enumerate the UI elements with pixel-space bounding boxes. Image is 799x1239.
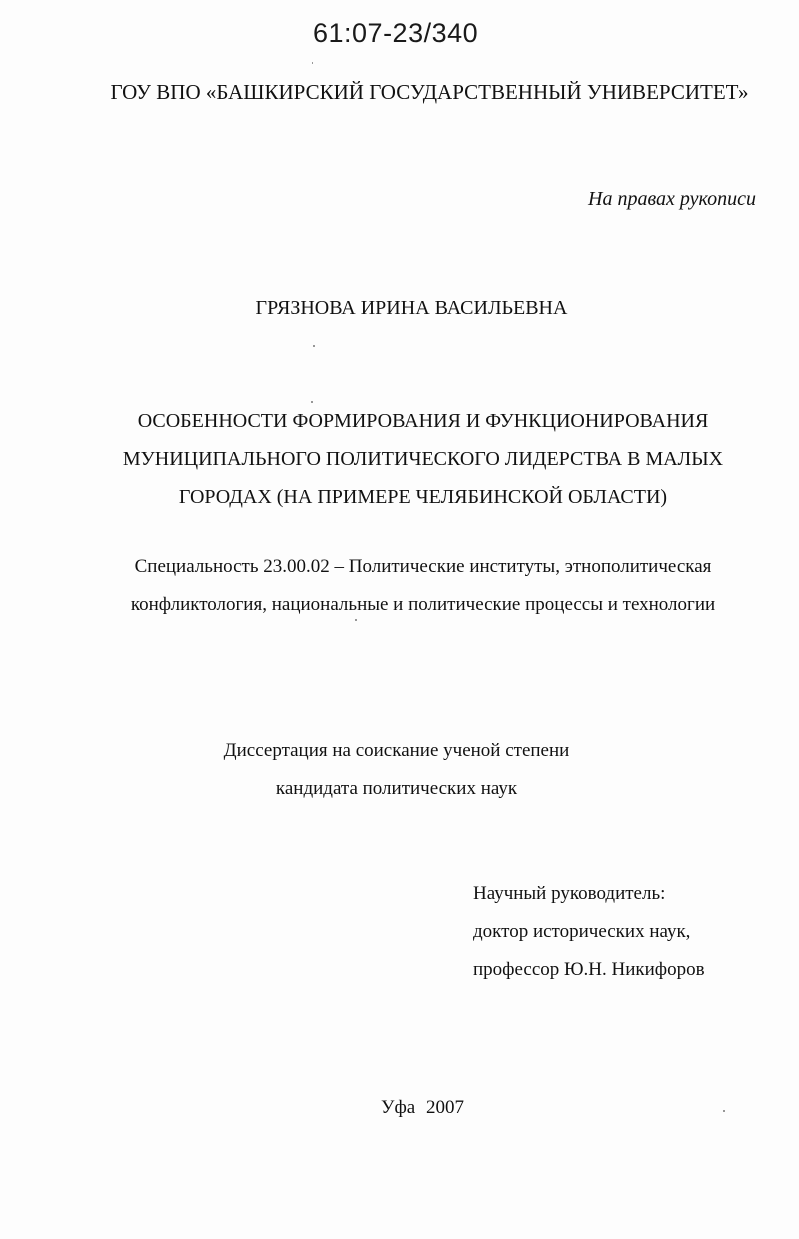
title-line: ОСОБЕННОСТИ ФОРМИРОВАНИЯ И ФУНКЦИОНИРОВАНИЯ: [137, 410, 709, 432]
author-name: ГРЯЗНОВА ИРИНА ВАСИЛЬЕВНА: [255, 297, 568, 319]
specialty-block: [0, 548, 799, 624]
title-line: ГОРОДАХ (НА ПРИМЕРЕ ЧЕЛЯБИНСКОЙ ОБЛАСТИ): [178, 486, 668, 508]
archive-stamp-number: 61:07-23/340: [313, 18, 479, 48]
university-name: ГОУ ВПО «БАШКИРСКИЙ ГОСУДАРСТВЕННЫЙ УНИВЕРСИТЕТ»: [110, 80, 749, 104]
dissertation-title: [0, 402, 799, 516]
scan-speck: [355, 619, 357, 621]
scan-speck: [313, 345, 315, 347]
supervisor-line: Научный руководитель:: [473, 883, 666, 904]
scan-speck: [311, 401, 313, 403]
degree-statement: [0, 732, 793, 808]
degree-line: кандидата политических наук: [275, 778, 518, 799]
manuscript-rights-note: На правах рукописи: [588, 188, 756, 210]
city-year: Уфа 2007: [381, 1097, 464, 1118]
supervisor-line: доктор исторических наук,: [473, 921, 691, 942]
scan-speck: [723, 1110, 725, 1112]
degree-line: Диссертация на соискание ученой степени: [223, 740, 570, 761]
specialty-line: конфликтология, национальные и политические процессы и технологии: [130, 594, 716, 615]
title-line: МУНИЦИПАЛЬНОГО ПОЛИТИЧЕСКОГО ЛИДЕРСТВА В МАЛЫХ: [122, 448, 724, 470]
supervisor-block: [473, 875, 705, 989]
specialty-line: Специальность 23.00.02 – Политические институты, этнополитическая: [134, 556, 712, 577]
scan-speck: [312, 62, 313, 64]
supervisor-line: профессор Ю.Н. Никифоров: [473, 959, 705, 980]
